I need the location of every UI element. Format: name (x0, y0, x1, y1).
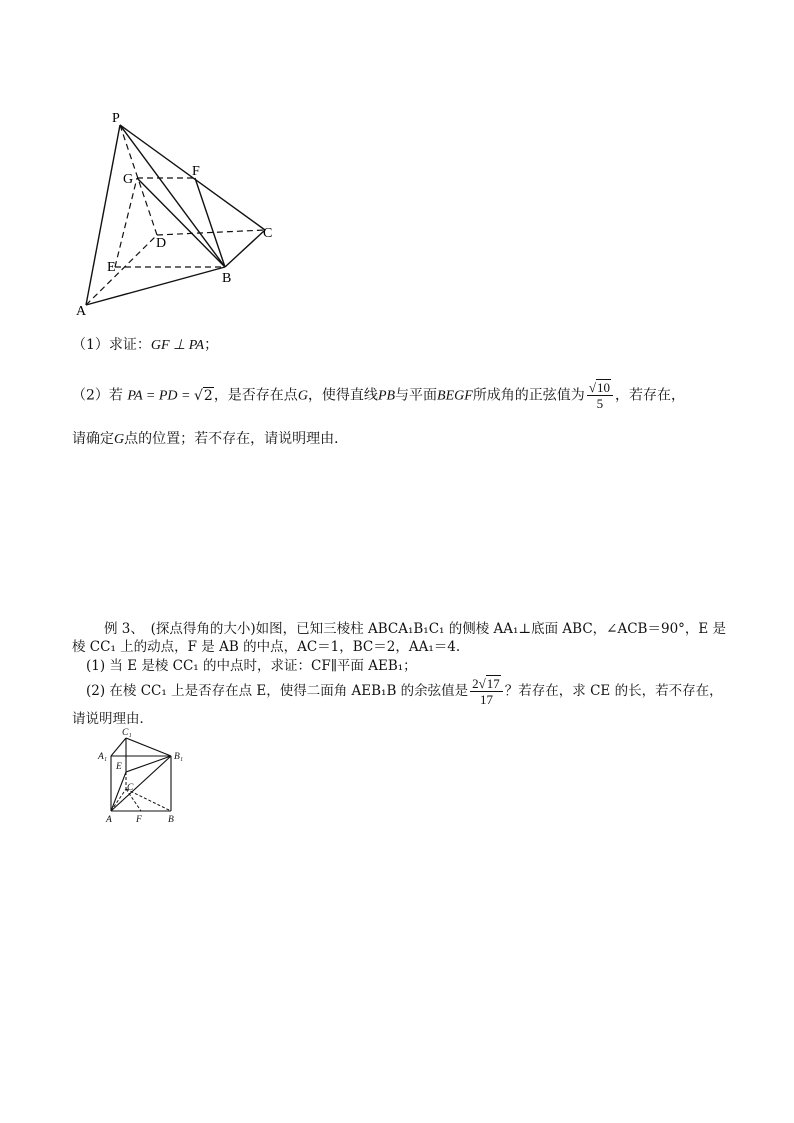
example-3-line-3: (1) 当 E 是棱 CC₁ 的中点时，求证：CF∥平面 AEB₁； (86, 658, 417, 674)
label-A: A (76, 304, 87, 319)
label-E: E (107, 260, 116, 275)
label-F: F (136, 815, 142, 825)
sqrt-2: √2 (193, 387, 213, 404)
fraction-2sqrt17-over-17: $\frac{2√17}{17}$ (470, 676, 503, 707)
label-G: G (123, 172, 134, 187)
example-3-line-2: 棱 CC₁ 上的动点，F 是 AB 的中点，AC＝1，BC＝2，AA₁＝4. (72, 639, 461, 655)
question-2-line-2: 请确定G点的位置；若不存在，请说明理由． (72, 431, 349, 447)
label-B: B (222, 271, 232, 286)
pyramid-figure (60, 100, 300, 320)
label-B: B (168, 815, 174, 825)
example-3-line-4: (2) 在棱 CC₁ 上是否存在点 E，使得二面角 AEB₁B 的余弦值是 $\frac{2√17}{17}$ ？若存在，求 CE 的长，若不存在， (86, 676, 723, 707)
q2-equation: PA = PD = (127, 388, 194, 404)
label-C: C (127, 783, 134, 793)
label-D: D (156, 236, 167, 251)
label-E: E (116, 762, 122, 772)
example-3-line-5: 请说明理由． (72, 711, 153, 727)
pyramid-diagram (60, 100, 300, 320)
q1-expression: GF ⊥ PA (150, 338, 205, 353)
label-B1: B₁ (174, 752, 184, 762)
label-C1: C₁ (122, 728, 132, 738)
label-C: C (263, 226, 273, 241)
prism-diagram (95, 724, 195, 828)
label-A1: A₁ (98, 752, 108, 762)
question-1: （1）求证：GF ⊥ PA； (72, 337, 219, 353)
question-2-line-1: （2）若 PA = PD = √2，是否存在点G，使得直线PB与平面BEGF所成角的正弦值为 $\frac{√10}{5}$ ，若存在， (72, 380, 685, 411)
label-F: F (192, 164, 200, 179)
fraction-sqrt10-over-5: $\frac{√10}{5}$ (587, 380, 613, 411)
example-3-line-1: 例 3、 (探点得角的大小)如图，已知三棱柱 ABCA₁B₁C₁ 的侧棱 AA₁⊥底面 ABC，∠ACB＝90°，E 是 (104, 621, 727, 637)
label-A: A (106, 815, 112, 825)
label-P: P (112, 111, 120, 126)
prism-figure (95, 724, 195, 828)
